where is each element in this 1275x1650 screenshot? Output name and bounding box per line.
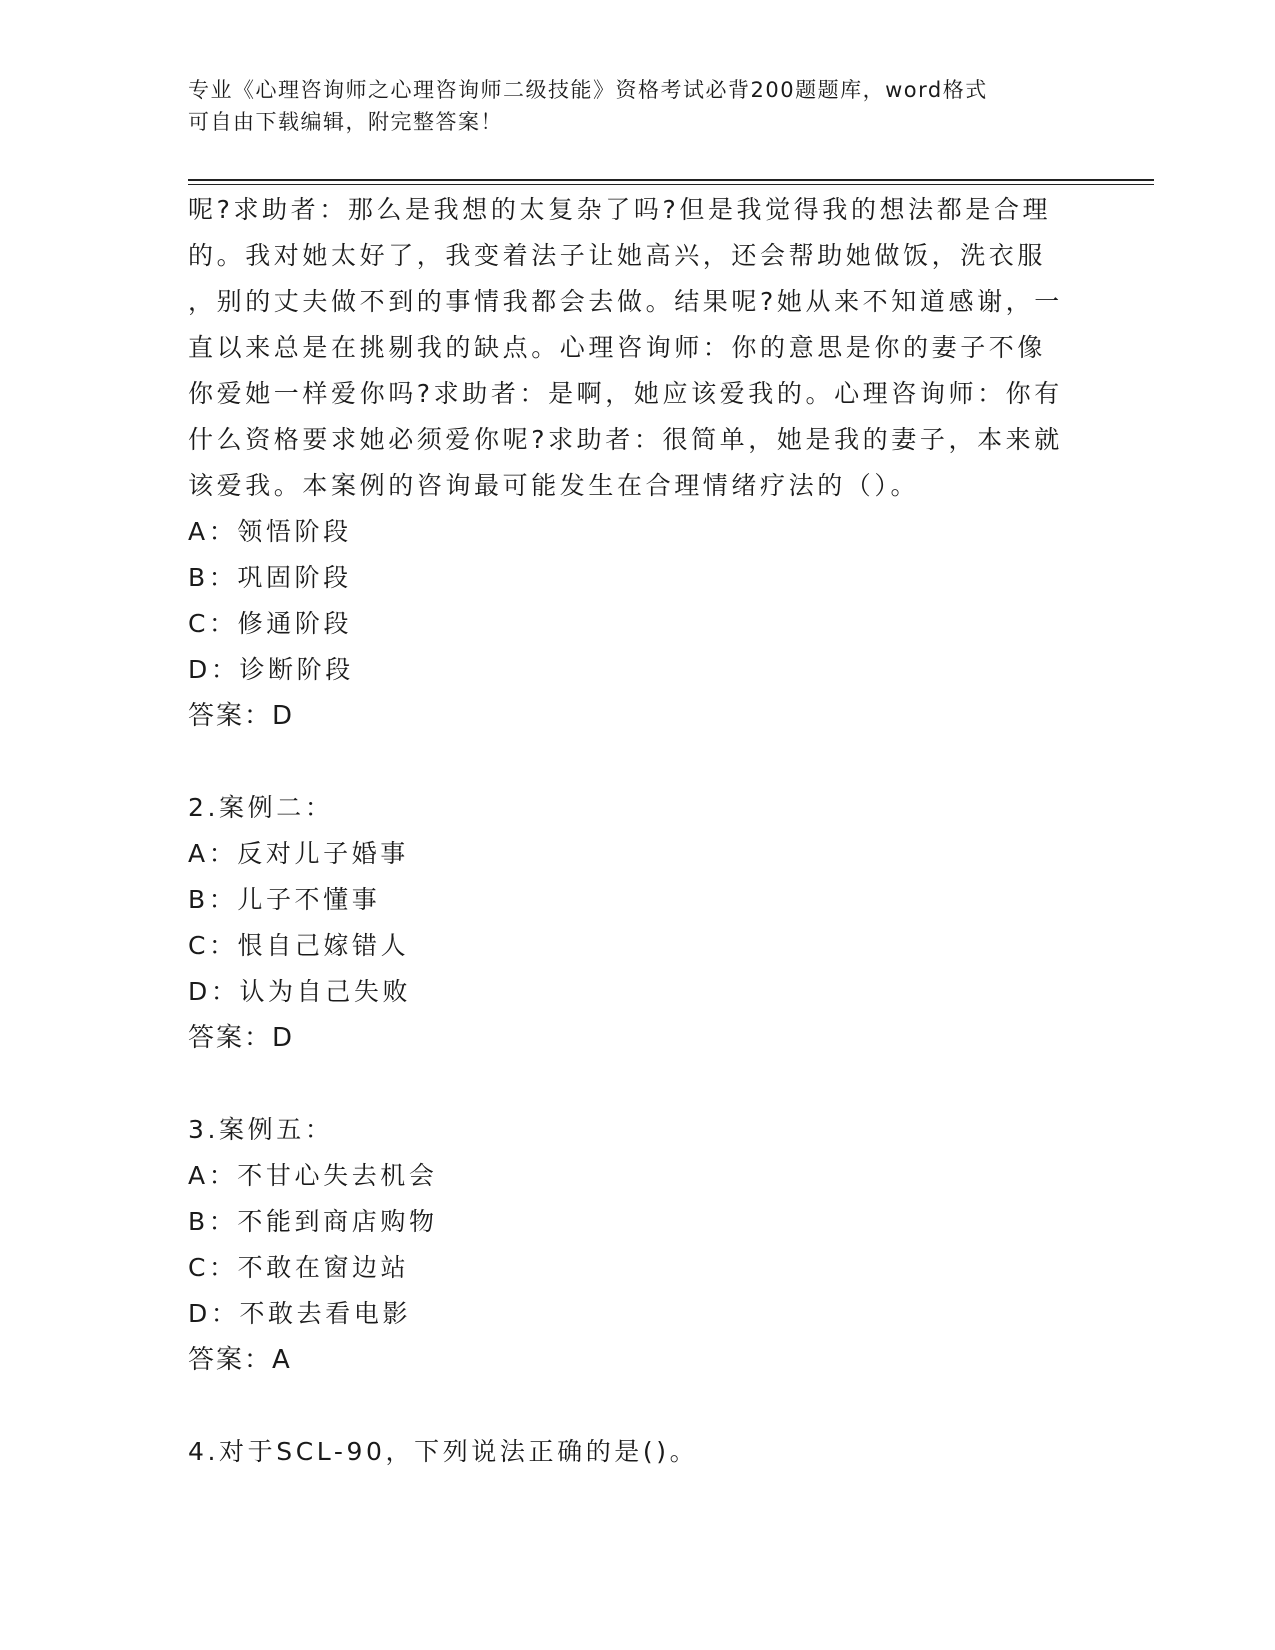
question-3-answer: 答案：A [188, 1345, 292, 1375]
question-1-text-line: 呢?求助者：那么是我想的太复杂了吗?但是我觉得我的想法都是合理 [188, 195, 1052, 224]
question-3-option-c: C：不敢在窗边站 [188, 1253, 410, 1282]
question-spacer [188, 739, 1088, 785]
question-1-text-line: 直以来总是在挑剔我的缺点。心理咨询师：你的意思是你的妻子不像 [188, 333, 1047, 362]
question-1-text-line: ，别的丈夫做不到的事情我都会去做。结果呢?她从来不知道感谢，一 [188, 287, 1063, 316]
question-1-option-b: B：巩固阶段 [188, 563, 352, 592]
question-2-option-d: D：认为自己失败 [188, 977, 412, 1006]
question-2-title: 2.案例二： [188, 793, 334, 822]
question-1-text-line: 的。我对她太好了，我变着法子让她高兴，还会帮助她做饭，洗衣服 [188, 241, 1047, 270]
question-2-answer: 答案：D [188, 1023, 295, 1053]
question-3-option-b: B：不能到商店购物 [188, 1207, 438, 1236]
header-title-line-1: 专业《心理咨询师之心理咨询师二级技能》资格考试必背200题题库，word格式 [188, 78, 988, 102]
header-divider-thick [188, 179, 1154, 181]
question-list [188, 187, 1088, 1475]
question-3 [188, 1107, 1088, 1383]
question-1-option-d: D：诊断阶段 [188, 655, 354, 684]
document-header [188, 74, 1088, 138]
question-3-title: 3.案例五： [188, 1115, 334, 1144]
question-1-text-line: 什么资格要求她必须爱你呢?求助者：很简单，她是我的妻子，本来就 [188, 425, 1063, 454]
question-3-option-a: A：不甘心失去机会 [188, 1161, 438, 1190]
question-1-option-a: A：领悟阶段 [188, 517, 352, 546]
question-2-option-a: A：反对儿子婚事 [188, 839, 409, 868]
question-1-text-line: 你爱她一样爱你吗?求助者：是啊，她应该爱我的。心理咨询师：你有 [188, 379, 1063, 408]
question-4-title: 4.对于SCL-90，下列说法正确的是()。 [188, 1437, 699, 1466]
header-title-line-2: 可自由下载编辑，附完整答案！ [188, 110, 503, 134]
question-3-option-d: D：不敢去看电影 [188, 1299, 412, 1328]
header-divider-thin [188, 184, 1154, 185]
question-spacer [188, 1061, 1088, 1107]
question-2-option-c: C：恨自己嫁错人 [188, 931, 410, 960]
question-1 [188, 187, 1088, 739]
question-4 [188, 1429, 1088, 1475]
question-1-answer: 答案：D [188, 701, 295, 731]
question-1-text-line: 该爱我。本案例的咨询最可能发生在合理情绪疗法的（）。 [188, 471, 920, 500]
question-2 [188, 785, 1088, 1061]
question-2-option-b: B：儿子不懂事 [188, 885, 381, 914]
question-spacer [188, 1383, 1088, 1429]
question-1-option-c: C：修通阶段 [188, 609, 353, 638]
